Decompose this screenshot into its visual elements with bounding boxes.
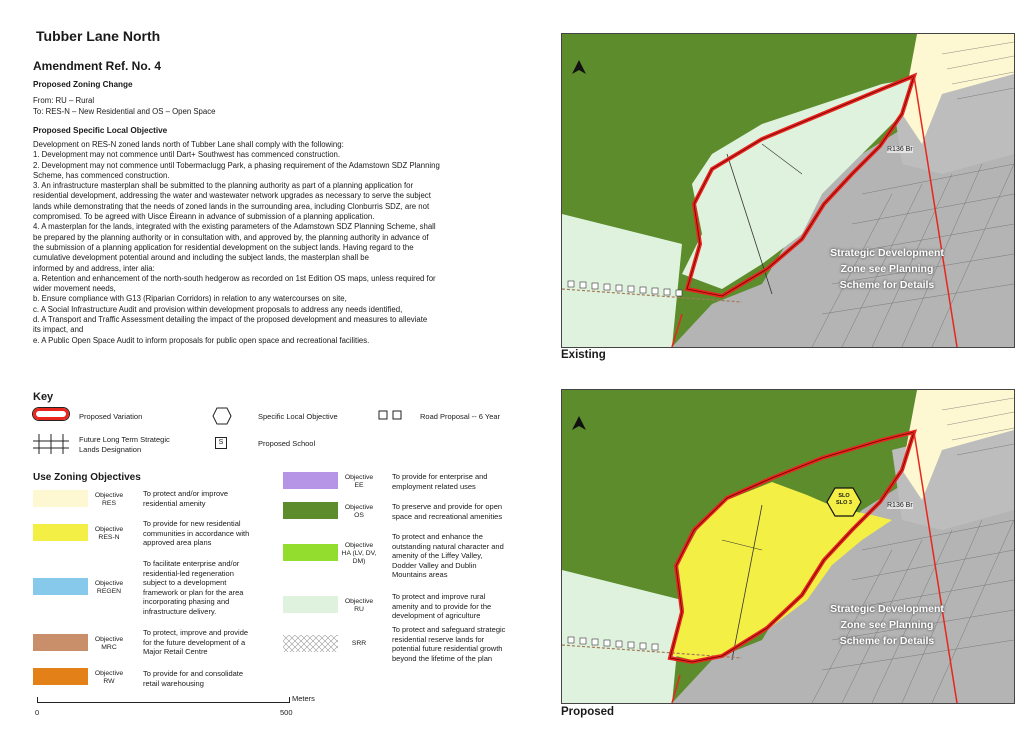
zoning-to: To: RES-N – New Residential and OS – Open Space: [33, 107, 216, 116]
hexagon-icon: [212, 407, 232, 425]
proposed-map[interactable]: [561, 389, 1015, 704]
zone-swatch-res: [33, 490, 88, 507]
objective-line: Development on RES-N zoned lands north of Tubber Lane shall comply with the following:: [33, 140, 344, 149]
scale-end: 500: [280, 708, 293, 717]
objective-line: 4. A masterplan for the lands, integrated with the existing parameters of the Adamstown SDZ Planning Scheme, shall: [33, 222, 436, 232]
objective-line: be prepared by the planning authority or in consultation with, and approved by, the planning authority in advance of: [33, 232, 429, 242]
zone-swatch-ru: [283, 596, 338, 613]
zone-desc: To provide for enterprise and employment related uses: [392, 472, 488, 491]
objective-line: Scheme, has commenced construction.: [33, 170, 170, 180]
objective-line: informed by and address, inter alia:: [33, 263, 155, 273]
future-lands-label: Future Long Term Strategic Lands Designation: [79, 435, 170, 454]
zone-swatch-srr: [283, 635, 338, 652]
zone-code: Objective REGEN: [94, 580, 124, 595]
zone-swatch-res-n: [33, 524, 88, 541]
objective-text: [33, 140, 553, 346]
scale-unit: Meters: [292, 694, 315, 703]
slo-label: SLO SLO 3: [836, 493, 852, 506]
zone-code: Objective MRC: [94, 636, 124, 651]
proposed-caption: Proposed: [561, 706, 615, 718]
objective-line: residential development, addressing the water and wastewater network upgrades as necessary to serve the subject: [33, 191, 431, 201]
zone-code: SRR: [351, 640, 367, 647]
slo-label: Specific Local Objective: [258, 412, 338, 421]
existing-map-canvas: [562, 34, 1014, 347]
zone-code: Objective RES: [94, 492, 124, 507]
objective-line: d. A Transport and Traffic Assessment detailing the impact of the proposed development and measures to alleviate: [33, 315, 428, 325]
objective-line: wider movement needs,: [33, 284, 116, 294]
existing-caption: Existing: [561, 349, 606, 361]
existing-map[interactable]: [561, 33, 1015, 348]
zone-desc: To facilitate enterprise and/or residential-led regeneration subject to a development framework or plan for the area incorporating phasing and infrastructure delivery.: [143, 559, 244, 616]
future-lands-icon: [33, 434, 69, 454]
zone-desc: To provide for new residential communities in accordance with approved area plans: [143, 519, 250, 547]
use-zoning-heading: Use Zoning Objectives: [33, 472, 141, 483]
objective-line: compromised. To be agreed with Uisce Éireann in advance of submission of a planning application.: [33, 212, 375, 222]
objective-line: 3. An infrastructure masterplan shall be submitted to the planning authority as part of a planning application for: [33, 181, 414, 191]
zone-swatch-regen: [33, 578, 88, 595]
zone-swatch-ha: [283, 544, 338, 561]
zoning-change-heading: Proposed Zoning Change: [33, 80, 133, 89]
zone-code: Objective OS: [344, 504, 374, 519]
zone-code: Objective HA (LV, DV, DM): [341, 542, 377, 565]
zone-swatch-rw: [33, 668, 88, 685]
sdz-label: Strategic Development Zone see Planning Scheme for Details: [830, 247, 944, 291]
objective-line: cumulative development potential around and including the subject lands, the masterplan shall be: [33, 253, 369, 263]
zone-desc: To protect and safeguard strategic residential reserve lands for potential future residential growth beyond the lifetime of the plan: [392, 625, 506, 663]
zone-desc: To provide for and consolidate retail warehousing: [143, 669, 244, 688]
objective-line: b. Ensure compliance with G13 (Riparian Corridors) in relation to any watercourses on site,: [33, 294, 347, 304]
page-title: Tubber Lane North: [36, 28, 161, 44]
zone-swatch-mrc: [33, 634, 88, 651]
zone-desc: To protect and improve rural amenity and to provide for the development of agriculture: [392, 592, 492, 620]
zone-code: Objective EE: [344, 474, 374, 489]
school-icon: S: [215, 437, 227, 449]
objective-line: 2. Development may not commence until Tobermaclugg Park, a phasing requirement of the Adamstown SDZ Planning: [33, 160, 440, 170]
zone-code: Objective RES-N: [94, 526, 124, 541]
road-proposal-icon: [378, 410, 404, 420]
amendment-ref: Amendment Ref. No. 4: [33, 59, 162, 73]
proposed-variation-swatch: [33, 408, 69, 420]
objective-line: a. Retention and enhancement of the north-south hedgerow as recorded on 1st Edition OS maps, unless required for: [33, 273, 436, 283]
objective-line: the submission of a planning application for residential development on the subject lands. Having regard to the: [33, 242, 414, 252]
zone-code: Objective RU: [344, 598, 374, 613]
zone-desc: To protect and/or improve residential amenity: [143, 489, 229, 508]
objective-line: e. A Public Open Space Audit to inform proposals for public open space and recreational facilities.: [33, 335, 370, 345]
objective-line: 1. Development may not commence until Dart+ Southwest has commenced construction.: [33, 150, 341, 160]
zone-swatch-os: [283, 502, 338, 519]
road-proposal-label: Road Proposal -- 6 Year: [420, 412, 501, 421]
key-title: Key: [33, 391, 54, 403]
proposed-map-canvas: [562, 390, 1014, 703]
road-label: R136 Br: [887, 146, 913, 153]
scale-bar: [37, 697, 290, 703]
objective-line: lands while demonstrating that the needs of zoned lands in the surrounding area, including Clonburris SDZ, are not: [33, 201, 430, 211]
zone-swatch-ee: [283, 472, 338, 489]
objective-heading: Proposed Specific Local Objective: [33, 126, 168, 135]
zone-desc: To protect and enhance the outstanding natural character and amenity of the Liffey Valley, Dodder Valley and Dublin Mountains areas: [392, 532, 504, 579]
sdz-label: Strategic Development Zone see Planning Scheme for Details: [830, 603, 944, 647]
zoning-from: From: RU – Rural: [33, 96, 95, 105]
proposed-variation-label: Proposed Variation: [79, 412, 143, 421]
scale-start: 0: [35, 708, 40, 717]
zone-code: Objective RW: [94, 670, 124, 685]
objective-line: its impact, and: [33, 325, 84, 335]
zone-desc: To protect, improve and provide for the future development of a Major Retail Centre: [143, 628, 249, 656]
proposed-school-label: Proposed School: [258, 439, 316, 448]
zone-desc: To preserve and provide for open space and recreational amenities: [392, 502, 503, 521]
objective-line: c. A Social Infrastructure Audit and provision within development proposals to address any needs identified,: [33, 304, 403, 314]
road-label: R136 Br: [887, 502, 913, 509]
